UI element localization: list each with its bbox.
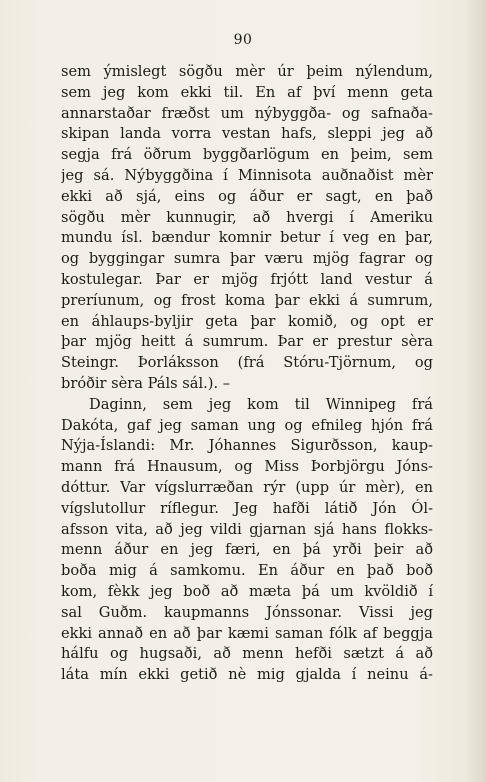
text-line: Nýja-Íslandi: Mr. Jóhannes Sigurðsson, kaup- [61, 437, 433, 455]
text-line: bróðir sèra Páls sál.). – [61, 374, 231, 392]
text-line: ekki annað en að þar kæmi saman fólk af beggja [61, 624, 433, 642]
text-line: boða mig á samkomu. En áður en það boð [61, 562, 433, 580]
text-line: kom, fèkk jeg boð að mæta þá um kvöldið í [61, 582, 433, 600]
text-line: sem ýmislegt sögðu mèr úr þeim nýlendum, [61, 63, 433, 80]
text-line: annarstaðar fræðst um nýbyggða- og safnaða- [61, 104, 433, 122]
text-line: sem jeg kom ekki til. En af því menn geta [61, 83, 433, 101]
text-line: mann frá Hnausum, og Miss Þorbjörgu Jóns- [61, 458, 433, 476]
text-line: en áhlaups-byljir geta þar komið, og opt er [61, 312, 433, 330]
text-line: Steingr. Þorláksson (frá Stóru-Tjörnum, og [61, 354, 433, 372]
text-line: menn áður en jeg færi, en þá yrði þeir að [61, 541, 433, 559]
text-line: ekki að sjá, eins og áður er sagt, en það [61, 187, 433, 205]
text-line: láta mín ekki getið nè mig gjalda í neinu á- [61, 666, 433, 684]
text-line: kostulegar. Þar er mjög frjótt land vestur á [61, 270, 433, 288]
text-line: Daginn, sem jeg kom til Winnipeg frá [89, 395, 433, 413]
text-line: sal Guðm. kaupmanns Jónssonar. Vissi jeg [61, 603, 433, 621]
text-line: jeg sá. Nýbyggðina í Minnisota auðnaðist mèr [61, 166, 433, 184]
text-line: dóttur. Var vígslurræðan rýr (upp úr mèr), en [61, 478, 433, 496]
text-line: Dakóta, gaf jeg saman ung og efnileg hjón frá [61, 416, 433, 434]
text-line: afsson vita, að jeg vildi gjarnan sjá hans flokks- [61, 520, 433, 538]
text-line: þar mjög heitt á sumrum. Þar er prestur sèra [61, 333, 433, 351]
text-line: vígslutollur ríflegur. Jeg hafði látið Jón Ól- [61, 499, 433, 517]
text-line: segja frá öðrum byggðarlögum en þeim, sem [61, 146, 433, 164]
body-text [61, 62, 433, 686]
page-edge-shadow [464, 0, 486, 782]
text-line: hálfu og hugsaði, að menn hefði sætzt á að [61, 645, 433, 663]
text-line: og byggingar sumra þar væru mjög fagrar og [61, 250, 433, 268]
text-line: skipan landa vorra vestan hafs, sleppi jeg að [61, 125, 433, 143]
text-line: preríunum, og frost koma þar ekki á sumrum, [61, 291, 433, 309]
page-number: 90 [233, 32, 253, 48]
text-line: mundu ísl. bændur komnir betur í veg en þar, [61, 229, 433, 247]
text-line: sögðu mèr kunnugir, að hvergi í Ameriku [61, 208, 433, 226]
